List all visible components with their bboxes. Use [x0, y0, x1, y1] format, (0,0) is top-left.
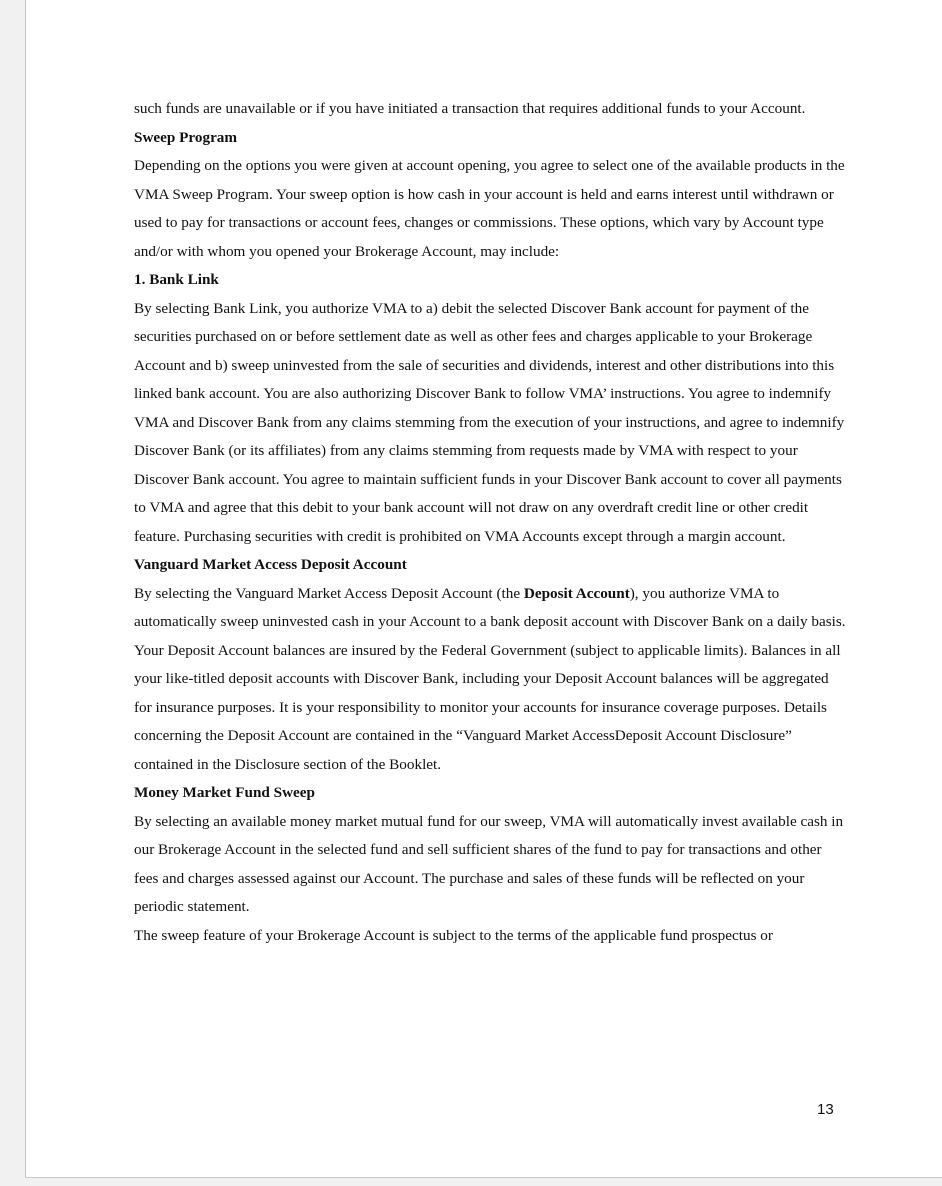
deposit-account-term: Deposit Account [523, 584, 630, 602]
heading-sweep-program: Sweep Program [134, 128, 238, 146]
document-page [25, 0, 942, 1178]
paragraph-continued: such funds are unavailable or if you have initiated a transaction that requires additional funds to your Account. [134, 100, 806, 117]
paragraph-money-market: By selecting an available money market mutual fund for our sweep, VMA will automatically invest available cash in our Brokerage Account in the selected fund and sell sufficient shares of the fund to pay for transactions and other fees and charges assessed against our Account. The purchase and sales of these funds will be reflected on your periodic statement. [134, 812, 844, 915]
heading-deposit-account: Vanguard Market Access Deposit Account [134, 556, 407, 573]
paragraph-bank-link: By selecting Bank Link, you authorize VMA to a) debit the selected Discover Bank account for payment of the securities purchased on or before settlement date as well as other fees and charges applicable to your Brokerage Account and b) sweep uninvested from the sale of securities and dividends, interest and other distributions into this linked bank account. You are also authorizing Discover Bank to follow VMA’ instructions. You agree to indemnify VMA and Discover Bank from any claims stemming from the execution of your instructions, and agree to indemnify Discover Bank (or its affiliates) from any claims stemming from requests made by VMA with respect to your Discover Bank account. You agree to maintain sufficient funds in your Discover Bank account to cover all payments to VMA and agree that this debit to your bank account will not draw on any overdraft credit line or other credit feature. Purchasing securities with credit is prohibited on VMA Accounts except through a margin account. [134, 299, 845, 545]
deposit-text-before: By selecting the Vanguard Market Access Deposit Account (the [134, 584, 524, 602]
page-number: 13 [817, 1101, 834, 1118]
deposit-text-after: ), you authorize VMA to automatically sweep uninvested cash in your Account to a bank deposit account with Discover Bank on a daily basis. Your Deposit Account balances are insured by the Federal Government (subject to applicable limits). Balances in all your like-titled deposit accounts with Discover Bank, including your Deposit Account balances will be aggregated for insurance purposes. It is your responsibility to monitor your accounts for insurance coverage purposes. Details concerning the Deposit Account are contained in the “Vanguard Market AccessDeposit Account Disclosure” contained in the Disclosure section of the Booklet. [134, 584, 846, 773]
heading-money-market-fund-sweep: Money Market Fund Sweep [134, 784, 315, 801]
paragraph-deposit-account [134, 580, 846, 780]
paragraph-sweep-program: Depending on the options you were given at account opening, you agree to select one of the available products in the VMA Sweep Program. Your sweep option is how cash in your account is held and earns interest until withdrawn or used to pay for transactions or account fees, changes or commissions. These options, which vary by Account type and/or with whom you opened your Brokerage Account, may include: [134, 157, 845, 260]
page-content [134, 95, 846, 950]
heading-bank-link: 1. Bank Link [134, 271, 219, 288]
paragraph-sweep-feature: The sweep feature of your Brokerage Account is subject to the terms of the applicable fund prospectus or [134, 926, 773, 944]
